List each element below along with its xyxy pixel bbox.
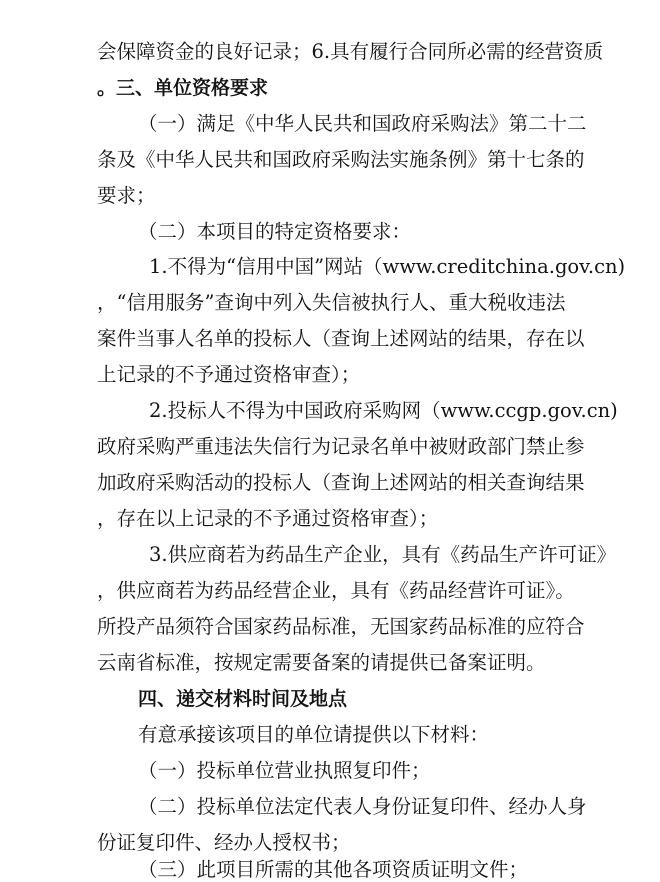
text-line-15: 3.供应商若为药品生产企业，具有《药品生产许可证》 (149, 543, 617, 566)
text-line-23: 份证复印件、经办人授权书； (97, 831, 351, 854)
text-line-22: （二）投标单位法定代表人身份证复印件、经办人身 (138, 795, 587, 818)
text-line-21: （一）投标单位营业执照复印件； (138, 759, 431, 782)
text-line-1: 会保障资金的良好记录；6.具有履行合同所必需的经营资质 (97, 40, 604, 63)
text-line-17: 所投产品须符合国家药品标准，无国家药品标准的应符合 (97, 615, 585, 638)
text-line-5: 要求； (97, 184, 156, 207)
text-line-4: 条及《中华人民共和国政府采购法实施条例》第十七条的 (97, 148, 585, 171)
text-line-9: 案件当事人名单的投标人（查询上述网站的结果，存在以 (97, 327, 585, 350)
text-line-16: ，供应商若为药品经营企业，具有《药品经营许可证》。 (97, 579, 575, 602)
section-heading-3: 。三、单位资格要求 (97, 77, 269, 99)
text-line-11: 2.投标人不得为中国政府采购网（www.ccgp.gov.cn) (149, 399, 618, 422)
text-line-8: ，“信用服务”查询中列入失信被执行人、重大税收违法 (97, 291, 566, 314)
text-line-24: （三）此项目所需的其他各项资质证明文件； (138, 858, 529, 881)
text-line-3: （一）满足《中华人民共和国政府采购法》第二十二 (138, 112, 587, 135)
text-line-14: ，存在以上记录的不予通过资格审查）； (97, 507, 439, 530)
text-line-20: 有意承接该项目的单位请提供以下材料： (138, 723, 490, 746)
text-line-7: 1.不得为“信用中国”网站（www.creditchina.gov.cn) (149, 255, 626, 278)
text-line-12: 政府采购严重违法失信行为记录名单中被财政部门禁止参 (97, 435, 585, 458)
text-line-13: 加政府采购活动的投标人（查询上述网站的相关查询结果 (97, 471, 585, 494)
text-line-18: 云南省标准，按规定需要备案的请提供已备案证明。 (97, 651, 546, 674)
section-heading-4: 四、递交材料时间及地点 (138, 688, 348, 710)
text-line-6: （二）本项目的特定资格要求： (138, 220, 412, 243)
text-line-10: 上记录的不予通过资格审查）； (97, 363, 361, 386)
